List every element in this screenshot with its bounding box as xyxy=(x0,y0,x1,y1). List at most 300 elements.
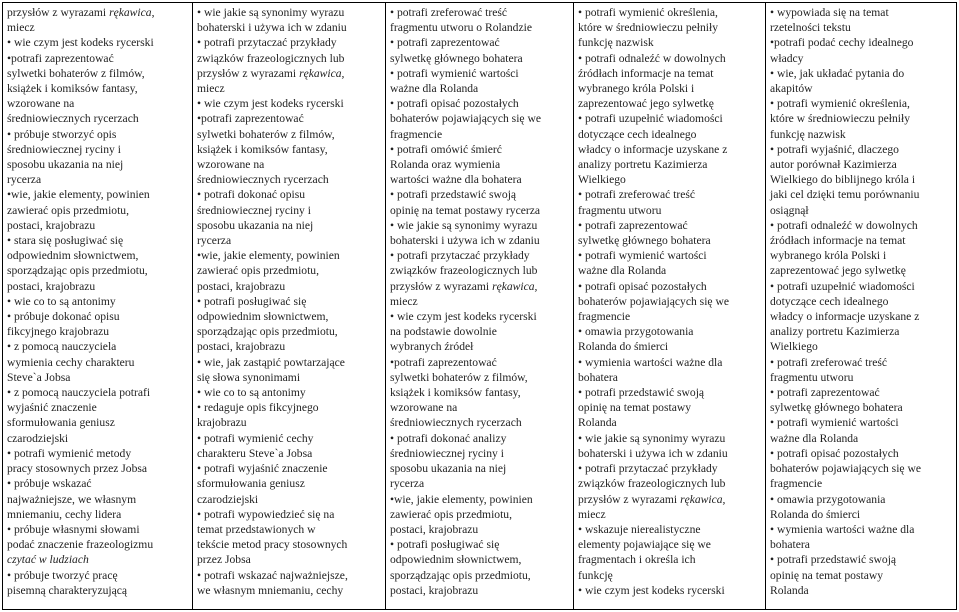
table-cell-line xyxy=(770,552,952,567)
text-run: • potrafi posługiwać się xyxy=(390,538,500,552)
table-cell-line xyxy=(770,51,952,66)
table-cell-line xyxy=(197,339,381,354)
text-run: średniowiecznej ryciny i xyxy=(390,446,504,460)
text-run: • wie jakie są synonimy wyrazu xyxy=(578,431,726,445)
table-cell-line xyxy=(7,66,188,81)
table-cell-line xyxy=(7,203,188,218)
table-cell-line xyxy=(770,537,952,552)
table-cell-line xyxy=(578,5,761,20)
table-cell-line xyxy=(7,279,188,294)
table-cell-line xyxy=(197,5,381,20)
text-run: najważniejsze, we własnym xyxy=(7,492,137,506)
table-cell-line xyxy=(197,218,381,233)
text-run: , xyxy=(151,6,155,19)
text-run: pisemną charakteryzującą xyxy=(7,583,128,597)
text-run: postaci, krajobrazu xyxy=(7,218,96,232)
table-cell-line xyxy=(7,81,188,96)
table-cell-line xyxy=(7,127,188,142)
text-run: wybranego króla Polski i xyxy=(578,82,695,96)
text-run: rycerza xyxy=(197,234,232,248)
table-cell-line xyxy=(390,537,569,552)
table-cell-line xyxy=(197,400,381,415)
table-cell-line xyxy=(578,142,761,157)
table-cell-line xyxy=(197,51,381,66)
text-run: bohaterów pojawiających się we xyxy=(390,112,541,126)
table-cell-line xyxy=(7,583,188,598)
text-run: •potrafi podać cechy idealnego xyxy=(770,36,914,50)
table-cell-line xyxy=(390,66,569,81)
table-cell-line xyxy=(770,507,952,522)
table-cell-line xyxy=(197,263,381,278)
text-run: • potrafi zreferować treść xyxy=(770,355,888,369)
text-run: • wie jakie są synonimy wyrazu xyxy=(390,218,538,232)
table-cell-line xyxy=(770,415,952,430)
text-run: • potrafi przedstawić swoją xyxy=(770,553,897,567)
table-cell-line xyxy=(197,309,381,324)
text-run: • potrafi wyjaśnić znaczenie xyxy=(197,462,328,476)
text-run: postaci, krajobrazu xyxy=(197,279,286,293)
text-run: krajobrazu xyxy=(197,416,247,430)
table-cell-line xyxy=(578,431,761,446)
table-cell-line xyxy=(7,431,188,446)
text-run: wybranych źródeł xyxy=(390,340,474,354)
text-run: postaci, krajobrazu xyxy=(390,583,479,597)
text-run: Rolanda do śmierci xyxy=(770,507,861,521)
table-cell-line xyxy=(390,111,569,126)
text-run: • omawia przygotowania xyxy=(770,492,886,506)
table-cell-line xyxy=(578,507,761,522)
text-run: • potrafi omówić śmierć xyxy=(390,142,502,156)
text-run: funkcję nazwisk xyxy=(770,127,846,141)
table-cell-line xyxy=(390,446,569,461)
text-run: • próbuje własnymi słowami xyxy=(7,522,140,536)
table-cell-line xyxy=(197,66,381,81)
table-cell-line xyxy=(578,294,761,309)
table-cell-line xyxy=(390,172,569,187)
text-run: bohaterów pojawiających się we xyxy=(578,294,729,308)
text-run: źródłach informacje na temat xyxy=(770,234,906,248)
text-run: Rolanda xyxy=(770,583,809,597)
text-run: • potrafi odnaleźć w dowolnych xyxy=(578,51,726,65)
table-cell-line xyxy=(578,172,761,187)
text-run: rycerza xyxy=(7,173,42,187)
table-cell-line xyxy=(770,81,952,96)
table-cell-line xyxy=(7,537,188,552)
text-run: które w średniowieczu pełniły xyxy=(578,21,719,35)
text-run: Wielkiego xyxy=(578,173,626,187)
italic-text-run: rękawica xyxy=(109,6,152,19)
text-run: książek i komiksów fantasy, xyxy=(7,82,138,96)
text-run: funkcję xyxy=(578,568,613,582)
text-run: • potrafi zaprezentować xyxy=(578,218,688,232)
table-cell-line xyxy=(7,142,188,157)
text-run: • potrafi przedstawić swoją xyxy=(390,188,517,202)
text-run: fragmentu utworu o Rolandzie xyxy=(390,21,532,35)
text-run: • wie, jak układać pytania do xyxy=(770,66,905,80)
text-run: sporządzając opis przedmiotu, xyxy=(197,325,338,339)
text-run: wzorowane na xyxy=(197,158,265,172)
text-run: osiągnął xyxy=(770,203,809,217)
text-run: władcy o informacje uzyskane z xyxy=(770,310,920,324)
table-cell-line xyxy=(197,370,381,385)
table-cell-line xyxy=(578,35,761,50)
text-run: miecz xyxy=(197,82,225,96)
text-run: • potrafi zreferować treść xyxy=(390,6,508,19)
text-run: opinię na temat postawy xyxy=(578,401,692,415)
table-cell-line xyxy=(578,218,761,233)
text-run: • potrafi wymienić cechy xyxy=(197,431,314,445)
table-cell-line xyxy=(197,35,381,50)
text-run: wzorowane na xyxy=(7,97,75,111)
table-cell-line xyxy=(578,537,761,552)
text-run: sposobu ukazania na niej xyxy=(197,218,314,232)
text-run: bohaterski i używa ich w zdaniu xyxy=(578,446,728,460)
table-cell-line xyxy=(7,111,188,126)
text-run: opinię na temat postawy rycerza xyxy=(390,203,541,217)
table-cell-line xyxy=(770,5,952,20)
table-cell-line xyxy=(390,385,569,400)
text-run: • potrafi zaprezentować xyxy=(390,36,500,50)
text-run: bohaterów pojawiających się we xyxy=(770,462,921,476)
text-run: • wie jakie są synonimy wyrazu xyxy=(197,6,345,19)
table-cell-line xyxy=(390,233,569,248)
table-cell-line xyxy=(390,492,569,507)
table-cell-line xyxy=(7,248,188,263)
text-run: przez Jobsa xyxy=(197,553,251,567)
table-cell-line xyxy=(390,248,569,263)
table-cell-line xyxy=(770,233,952,248)
table-cell-line xyxy=(578,127,761,142)
table-cell-line xyxy=(197,157,381,172)
text-run: rycerza xyxy=(390,477,425,491)
table-cell-line xyxy=(197,81,381,96)
table-cell-line xyxy=(578,339,761,354)
text-run: •potrafi zaprezentować xyxy=(197,112,304,126)
text-run: • potrafi wymienić wartości xyxy=(390,66,519,80)
table-cell-line xyxy=(578,583,761,598)
text-run: rzetelności tekstu xyxy=(770,21,851,35)
text-run: czarodziejski xyxy=(7,431,69,445)
text-run: • wie czym jest kodeks rycerski xyxy=(578,583,725,597)
text-run: sposobu ukazania na niej xyxy=(390,462,507,476)
table-cell-line xyxy=(197,233,381,248)
table-cell-line xyxy=(770,203,952,218)
text-run: sformułowania geniusz xyxy=(7,416,115,430)
text-run: fragmentu utworu xyxy=(770,370,854,384)
text-run: sylwetki bohaterów z filmów, xyxy=(197,127,335,141)
table-cell-line xyxy=(578,385,761,400)
table-cell-line xyxy=(770,446,952,461)
text-run: postaci, krajobrazu xyxy=(390,522,479,536)
table-column-4 xyxy=(574,3,766,609)
table-cell-line xyxy=(578,20,761,35)
text-run: • potrafi odnaleźć w dowolnych xyxy=(770,218,918,232)
table-cell-line xyxy=(578,203,761,218)
table-cell-line xyxy=(7,370,188,385)
text-run: sposobu ukazania na niej xyxy=(7,158,124,172)
text-run: ważne dla Rolanda xyxy=(390,82,479,96)
table-cell-line xyxy=(197,142,381,157)
text-run: przysłów z wyrazami xyxy=(578,492,681,506)
table-cell-line xyxy=(770,157,952,172)
text-run: wyjaśnić znaczenie xyxy=(7,401,97,415)
table-cell-line xyxy=(7,35,188,50)
table-cell-line xyxy=(578,111,761,126)
table-cell-line xyxy=(770,66,952,81)
table-cell-line xyxy=(770,324,952,339)
text-run: ważne dla Rolanda xyxy=(578,264,667,278)
text-run: mniemaniu, cechy lidera xyxy=(7,507,122,521)
text-run: • próbuje tworzyć pracę xyxy=(7,568,118,582)
table-cell-line xyxy=(770,263,952,278)
text-run: •wie, jakie elementy, powinien xyxy=(390,492,533,506)
table-cell-line xyxy=(390,51,569,66)
text-run: • próbuje dokonać opisu xyxy=(7,310,120,324)
text-run: się słowa synonimami xyxy=(197,370,301,384)
table-cell-line xyxy=(390,370,569,385)
italic-text-run: rękawica, xyxy=(680,492,726,506)
table-cell-line xyxy=(197,248,381,263)
table-cell-line xyxy=(7,233,188,248)
table-cell-line xyxy=(197,552,381,567)
table-cell-line xyxy=(197,324,381,339)
table-cell-line xyxy=(770,339,952,354)
table-cell-line xyxy=(7,355,188,370)
table-cell-line xyxy=(197,355,381,370)
table-cell-line xyxy=(770,279,952,294)
text-run: elementy pojawiające się we xyxy=(578,538,711,552)
text-run: •wie, jakie elementy, powinien xyxy=(197,249,340,263)
table-cell-line xyxy=(770,142,952,157)
text-run: wzorowane na xyxy=(390,401,458,415)
table-cell-line xyxy=(7,552,188,567)
text-run: odpowiednim słownictwem, xyxy=(390,553,522,567)
text-run: średniowiecznych rycerzach xyxy=(390,416,522,430)
table-column-5 xyxy=(766,3,956,609)
table-cell-line xyxy=(197,568,381,583)
table-cell-line xyxy=(197,111,381,126)
text-run: książek i komiksów fantasy, xyxy=(390,386,521,400)
table-cell-line xyxy=(390,400,569,415)
table-cell-line xyxy=(770,476,952,491)
table-cell-line xyxy=(578,552,761,567)
table-cell-line xyxy=(197,431,381,446)
table-cell-line xyxy=(7,263,188,278)
text-run: przysłów z wyrazami xyxy=(7,6,110,19)
table-cell-line xyxy=(390,324,569,339)
text-run: które w średniowieczu pełniły xyxy=(770,112,911,126)
table-cell-line xyxy=(7,446,188,461)
text-run: •potrafi zaprezentować xyxy=(390,355,497,369)
text-run: • wypowiada się na temat xyxy=(770,6,889,19)
table-cell-line xyxy=(770,522,952,537)
table-cell-line xyxy=(7,294,188,309)
table-cell-line xyxy=(197,279,381,294)
table-cell-line xyxy=(578,279,761,294)
text-run: sylwetkę głównego bohatera xyxy=(578,234,711,248)
table-cell-line xyxy=(578,81,761,96)
text-run: • potrafi posługiwać się xyxy=(197,294,307,308)
table-cell-line xyxy=(390,5,569,20)
text-run: • potrafi zaprezentować xyxy=(770,386,880,400)
text-run: sylwetki bohaterów z filmów, xyxy=(390,370,528,384)
text-run: sformułowania geniusz xyxy=(197,477,305,491)
table-cell-line xyxy=(390,461,569,476)
text-run: na podstawie dowolnie xyxy=(390,325,497,339)
table-cell-line xyxy=(770,35,952,50)
table-cell-line xyxy=(197,127,381,142)
text-run: charakteru Steve`a Jobsa xyxy=(197,446,313,460)
table-cell-line xyxy=(7,400,188,415)
italic-text-run: rękawica, xyxy=(299,66,345,80)
table-cell-line xyxy=(7,415,188,430)
table-cell-line xyxy=(770,492,952,507)
text-run: średniowiecznych rycerzach xyxy=(7,112,139,126)
table-cell-line xyxy=(578,522,761,537)
text-run: • potrafi wymienić metody xyxy=(7,446,132,460)
text-run: podać znaczenie frazeologizmu xyxy=(7,538,154,552)
text-run: źródłach informacje na temat xyxy=(578,66,714,80)
text-run: • potrafi wyjaśnić, dlaczego xyxy=(770,142,899,156)
text-run: wybranego króla Polski i xyxy=(770,249,887,263)
table-cell-line xyxy=(7,507,188,522)
table-cell-line xyxy=(7,568,188,583)
text-run: • potrafi przytaczać przykłady xyxy=(390,249,530,263)
text-run: • z pomocą nauczyciela xyxy=(7,340,117,354)
table-cell-line xyxy=(578,476,761,491)
table-cell-line xyxy=(770,400,952,415)
text-run: analizy portretu Kazimierza xyxy=(770,325,900,339)
text-run: odpowiednim słownictwem, xyxy=(7,249,139,263)
table-column-2 xyxy=(193,3,386,609)
table-cell-line xyxy=(7,309,188,324)
table-cell-line xyxy=(390,157,569,172)
text-run: Wielkiego do biblijnego króla i xyxy=(770,173,916,187)
text-run: temat przedstawionych w xyxy=(197,522,316,536)
table-cell-line xyxy=(770,370,952,385)
text-run: dotyczące cech idealnego xyxy=(770,294,889,308)
table-cell-line xyxy=(7,5,188,20)
table-cell-line xyxy=(770,248,952,263)
text-run: • wie czym jest kodeks rycerski xyxy=(7,36,154,50)
text-run: • stara się posługiwać się xyxy=(7,234,124,248)
table-cell-line xyxy=(578,51,761,66)
text-run: sylwetki bohaterów z filmów, xyxy=(7,66,145,80)
table-cell-line xyxy=(7,20,188,35)
text-run: przysłów z wyrazami xyxy=(390,279,493,293)
italic-text-run: czytać w ludziach xyxy=(7,553,89,567)
table-cell-line xyxy=(578,415,761,430)
text-run: związków frazeologicznych lub xyxy=(578,477,726,491)
text-run: miecz xyxy=(390,294,418,308)
text-run: bohaterski i używa ich w zdaniu xyxy=(197,21,347,35)
text-run: • potrafi wskazać najważniejsze, xyxy=(197,568,348,582)
text-run: wymienia cechy charakteru xyxy=(7,355,135,369)
text-run: sporządzając opis przedmiotu, xyxy=(390,568,531,582)
table-cell-line xyxy=(390,507,569,522)
text-run: sylwetkę głównego bohatera xyxy=(770,401,903,415)
text-run: związków frazeologicznych lub xyxy=(197,51,345,65)
table-cell-line xyxy=(7,385,188,400)
table-cell-line xyxy=(197,537,381,552)
table-cell-line xyxy=(390,568,569,583)
text-run: Rolanda oraz wymienia xyxy=(390,158,501,172)
table-cell-line xyxy=(770,111,952,126)
table-cell-line xyxy=(578,568,761,583)
text-run: odpowiednim słownictwem, xyxy=(197,310,329,324)
table-cell-line xyxy=(7,172,188,187)
text-run: • z pomocą nauczyciela potrafi xyxy=(7,386,151,400)
table-cell-line xyxy=(578,370,761,385)
text-run: sylwetkę głównego bohatera xyxy=(390,51,523,65)
table-cell-line xyxy=(770,355,952,370)
table-cell-line xyxy=(197,294,381,309)
text-run: zaprezentować jego sylwetkę xyxy=(770,264,906,278)
text-run: zawierać opis przedmiotu, xyxy=(390,507,513,521)
table-cell-line xyxy=(197,476,381,491)
table-cell-line xyxy=(770,96,952,111)
table-cell-line xyxy=(390,355,569,370)
table-cell-line xyxy=(7,339,188,354)
table-column-3 xyxy=(386,3,574,609)
table-cell-line xyxy=(390,187,569,202)
text-run: • potrafi przytaczać przykłady xyxy=(197,36,337,50)
table-cell-line xyxy=(7,522,188,537)
text-run: • wie, jak zastąpić powtarzające xyxy=(197,355,345,369)
text-run: • potrafi uzupełnić wiadomości xyxy=(770,279,915,293)
table-cell-line xyxy=(578,157,761,172)
text-run: funkcję nazwisk xyxy=(578,36,654,50)
text-run: zawierać opis przedmiotu, xyxy=(7,203,130,217)
text-run: fragmentach i określa ich xyxy=(578,553,696,567)
text-run: • potrafi wymienić wartości xyxy=(770,416,899,430)
text-run: Rolanda do śmierci xyxy=(578,340,669,354)
text-run: • omawia przygotowania xyxy=(578,325,694,339)
table-cell-line xyxy=(390,476,569,491)
text-run: • potrafi uzupełnić wiadomości xyxy=(578,112,723,126)
text-run: postaci, krajobrazu xyxy=(197,340,286,354)
text-run: średniowiecznych rycerzach xyxy=(197,173,329,187)
text-run: przysłów z wyrazami xyxy=(197,66,300,80)
text-run: pracy stosownych przez Jobsa xyxy=(7,462,148,476)
table-cell-line xyxy=(578,233,761,248)
table-cell-line xyxy=(197,172,381,187)
text-run: •wie, jakie elementy, powinien xyxy=(7,188,150,202)
table-cell-line xyxy=(7,51,188,66)
table-cell-line xyxy=(390,294,569,309)
text-run: • próbuje stworzyć opis xyxy=(7,127,117,141)
text-run: we własnym mniemaniu, cechy xyxy=(197,583,344,597)
table-cell-line xyxy=(578,248,761,263)
table-cell-line xyxy=(770,218,952,233)
table-cell-line xyxy=(770,431,952,446)
text-run: analizy portretu Kazimierza xyxy=(578,158,708,172)
table-cell-line xyxy=(390,218,569,233)
text-run: • potrafi wymienić określenia, xyxy=(770,97,910,111)
text-run: • wie co to są antonimy xyxy=(7,294,116,308)
text-run: • potrafi dokonać analizy xyxy=(390,431,507,445)
text-run: • potrafi dokonać opisu xyxy=(197,188,306,202)
table-cell-line xyxy=(197,492,381,507)
table-cell-line xyxy=(197,203,381,218)
text-run: sporządzając opis przedmiotu, xyxy=(7,264,148,278)
table-cell-line xyxy=(7,218,188,233)
text-run: bohaterski i używa ich w zdaniu xyxy=(390,234,540,248)
text-run: • wymienia wartości ważne dla xyxy=(578,355,723,369)
text-run: zawierać opis przedmiotu, xyxy=(197,264,320,278)
text-run: średniowiecznej ryciny i xyxy=(7,142,121,156)
text-run: dotyczące cech idealnego xyxy=(578,127,697,141)
